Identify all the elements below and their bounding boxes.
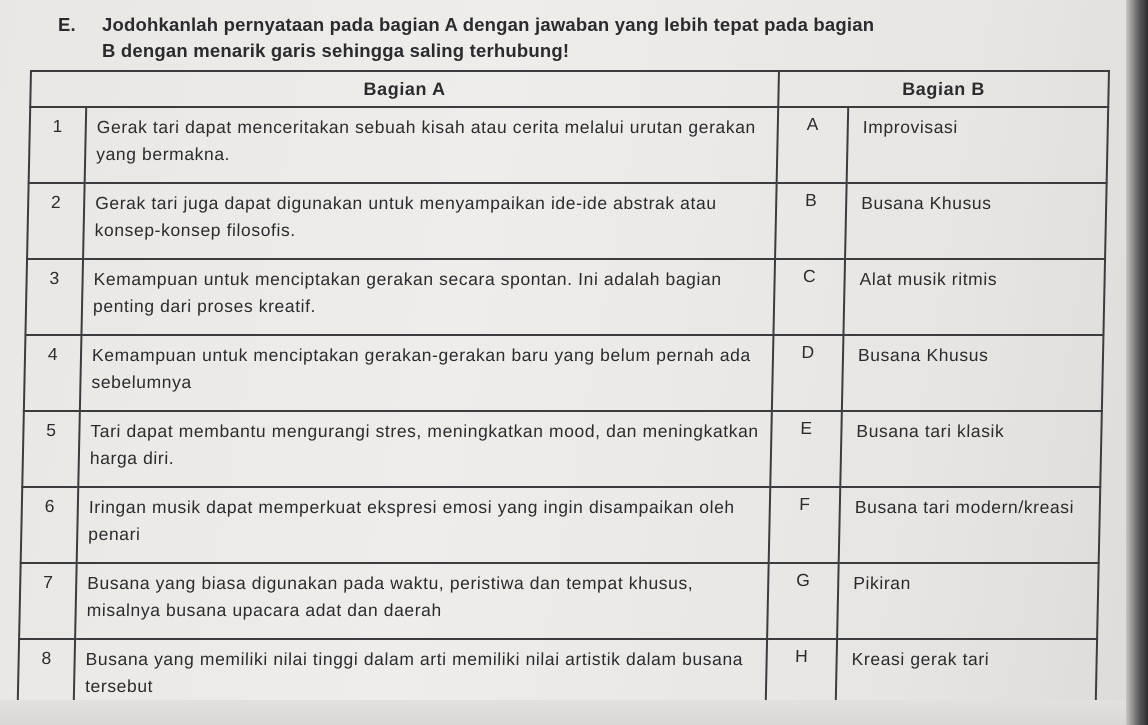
table-header-row (30, 71, 1109, 107)
page-right-edge (1126, 0, 1148, 725)
row-number: 7 (19, 563, 77, 639)
statement-a: Kemampuan untuk menciptakan gerakan-gerakan baru yang belum pernah ada sebelumnya (80, 335, 774, 411)
row-number: 4 (24, 335, 82, 411)
instruction-line-2: B dengan menarik garis sehingga saling terhubung! (102, 40, 570, 61)
answer-letter: D (772, 335, 844, 411)
table-row (27, 183, 1107, 259)
answer-b: Busana tari klasik (840, 411, 1102, 487)
row-number: 5 (22, 411, 80, 487)
table-row (25, 259, 1105, 335)
statement-a: Gerak tari dapat menceritakan sebuah kisah atau cerita melalui urutan gerakan yang bermakna. (85, 107, 779, 183)
matching-table (16, 70, 1110, 716)
statement-a: Busana yang memiliki nilai tinggi dalam arti memiliki nilai artistik dalam busana tersebut (73, 639, 767, 715)
row-number: 6 (21, 487, 79, 563)
answer-b: Kreasi gerak tari (835, 639, 1097, 715)
answer-letter: G (767, 563, 839, 639)
row-number: 1 (29, 107, 87, 183)
statement-a: Gerak tari juga dapat digunakan untuk menyampaikan ide-ide abstrak atau konsep-konsep filosofis. (83, 183, 777, 259)
table-row (22, 411, 1102, 487)
row-number: 3 (25, 259, 83, 335)
answer-b: Busana tari modern/kreasi (839, 487, 1101, 563)
header-bagian-a: Bagian A (30, 71, 779, 107)
answer-b: Pikiran (837, 563, 1099, 639)
answer-b: Busana Khusus (842, 335, 1104, 411)
answer-b: Busana Khusus (845, 183, 1107, 259)
row-number: 8 (17, 639, 75, 715)
header-bagian-b: Bagian B (778, 71, 1109, 107)
answer-letter: H (765, 639, 837, 715)
answer-letter: E (770, 411, 842, 487)
table-row (24, 335, 1104, 411)
instruction-line-1: Jodohkanlah pernyataan pada bagian A dengan jawaban yang lebih tepat pada bagian (102, 14, 875, 35)
answer-b: Alat musik ritmis (843, 259, 1105, 335)
answer-letter: C (773, 259, 845, 335)
page-bottom-edge (0, 700, 1148, 725)
row-number: 2 (27, 183, 85, 259)
answer-letter: A (777, 107, 849, 183)
section-label: E. (58, 14, 76, 35)
table-row (19, 563, 1099, 639)
answer-b: Improvisasi (847, 107, 1109, 183)
answer-letter: F (769, 487, 841, 563)
statement-a: Tari dapat membantu mengurangi stres, meningkatkan mood, dan meningkatkan harga diri. (78, 411, 772, 487)
statement-a: Iringan musik dapat memperkuat ekspresi emosi yang ingin disampaikan oleh penari (77, 487, 771, 563)
answer-letter: B (775, 183, 847, 259)
statement-a: Busana yang biasa digunakan pada waktu, peristiwa dan tempat khusus, misalnya busana upacara adat dan daerah (75, 563, 769, 639)
table-row (21, 487, 1101, 563)
statement-a: Kemampuan untuk menciptakan gerakan secara spontan. Ini adalah bagian penting dari proses kreatif. (81, 259, 775, 335)
table-row (29, 107, 1109, 183)
